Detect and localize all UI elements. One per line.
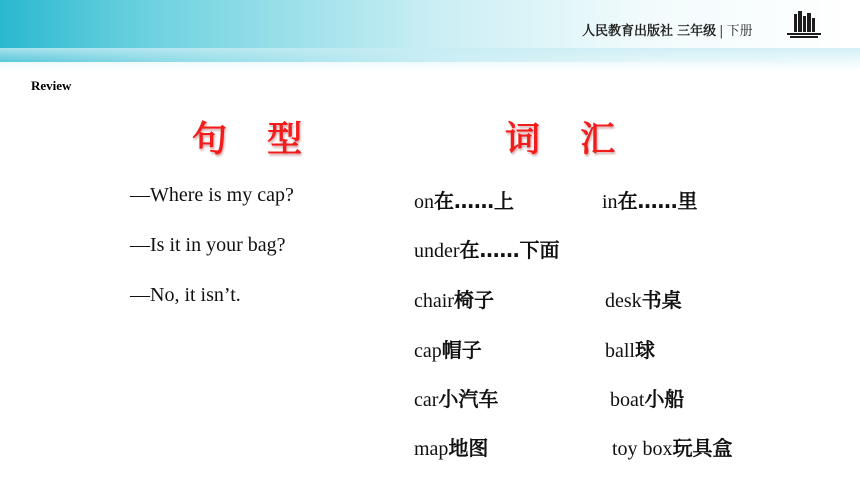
vocab-item-map [414, 432, 488, 461]
vocab-item-cap [414, 334, 482, 363]
vocab-chinese: 椅子 [453, 288, 494, 312]
vocab-chinese: 球 [635, 338, 655, 362]
vocab-chinese: 帽子 [441, 338, 482, 362]
vocab-heading: 词 汇 [505, 120, 630, 160]
vocab-english: map [414, 438, 449, 460]
vocab-chinese: 在……上 [434, 189, 514, 213]
vocab-english: in [602, 191, 618, 213]
vocab-english: chair [414, 290, 454, 312]
vocab-chinese: 地图 [448, 436, 489, 460]
sentence-heading: 句 型 [192, 120, 317, 160]
sentence-question-1: —Where is my cap? [130, 184, 294, 206]
volume-label: 下册 [726, 24, 753, 39]
vocab-english: desk [605, 290, 642, 312]
vocab-item-boat [610, 383, 684, 412]
vocab-item-ball [605, 334, 655, 363]
vocab-item-in [602, 185, 698, 214]
publisher-info [582, 20, 753, 39]
sentence-question-2: —Is it in your bag? [130, 234, 286, 256]
vocab-chinese: 小船 [644, 387, 685, 411]
header-glow [0, 48, 860, 70]
vocab-chinese: 小汽车 [438, 387, 499, 411]
vocab-english: boat [610, 389, 645, 411]
vocab-english: under [414, 240, 460, 262]
vocab-chinese: 在……下面 [459, 238, 560, 262]
vocab-item-desk [605, 284, 682, 313]
vocab-chinese: 书桌 [641, 288, 682, 312]
vocab-item-car [414, 383, 498, 412]
vocab-chinese: 在……里 [617, 189, 698, 213]
vocab-english: ball [605, 340, 635, 362]
sentence-answer: —No, it isn’t. [130, 284, 241, 306]
vocab-item-on [414, 185, 514, 214]
vocab-item-chair [414, 284, 494, 313]
vocab-item-toy-box [612, 432, 733, 461]
publisher-name: 人民教育出版社 [582, 24, 674, 39]
bookshelf-icon [786, 10, 822, 40]
vocab-english: on [414, 191, 434, 213]
separator: | [719, 24, 724, 39]
grade-label: 三年级 [677, 24, 717, 39]
review-label: Review [31, 78, 72, 93]
vocab-item-under [414, 234, 560, 263]
vocab-english: cap [414, 340, 442, 362]
vocab-chinese: 玩具盒 [672, 436, 733, 460]
vocab-english: toy box [612, 438, 673, 460]
vocab-english: car [414, 389, 439, 411]
